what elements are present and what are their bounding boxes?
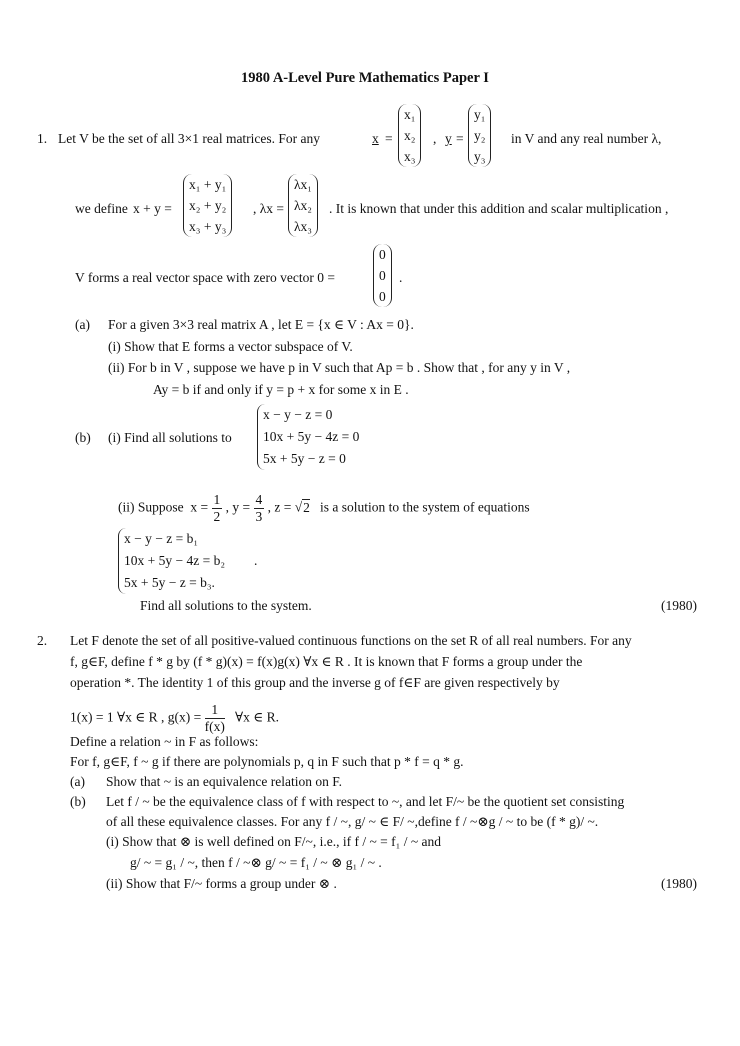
z-equals: , z = xyxy=(267,499,292,515)
equation: 5x + 5y − z = 0 xyxy=(263,451,346,466)
relation-definition: For f, g∈F, f ~ g if there are polynomials p, q in F such that p * f = q * g. xyxy=(70,754,464,769)
equation: 5x + 5y − z = b₃. xyxy=(124,575,215,590)
q2-part-b-text2: of all these equivalence classes. For any f / ~, g/ ~ ∈ F/ ~,define f / ~⊗g / ~ to be (f * g)/ ~. xyxy=(106,814,599,829)
vector-entry: x₁ xyxy=(404,107,416,122)
q2-year: (1980) xyxy=(661,876,697,891)
vector-entry: 0 xyxy=(379,247,386,262)
part-b-ii-suffix: is a solution to the system of equations xyxy=(320,499,530,515)
q2-number: 2. xyxy=(37,633,48,648)
part-b-ii-prefix: (ii) Suppose xyxy=(118,499,184,515)
relation-intro: Define a relation ~ in F as follows: xyxy=(70,734,259,749)
sqrt-radicand: 2 xyxy=(303,499,310,515)
q1-year: (1980) xyxy=(661,598,697,613)
q2-part-b-i: (i) Show that ⊗ is well defined on F/~, i.e., if f / ~ = f₁ / ~ and xyxy=(106,834,441,849)
vector-entry: x₃ xyxy=(404,149,416,164)
vector-entry: λx₁ xyxy=(294,177,313,192)
vector-entry: 0 xyxy=(379,289,386,304)
q1-intro-tail: in V and any real number λ, xyxy=(511,131,662,146)
equation: x − y − z = b₁ xyxy=(124,531,199,546)
equation-system-1 xyxy=(257,404,359,470)
vector-entry: y₁ xyxy=(474,107,486,122)
vector-entry: x₂ xyxy=(404,128,416,143)
comma: , xyxy=(433,131,437,146)
equals-sign: = xyxy=(456,131,464,146)
part-b-i: (i) Find all solutions to xyxy=(108,430,232,445)
fraction-one-half: $\frac{1}{2}$ xyxy=(213,492,221,524)
y-equals: , y = xyxy=(225,499,251,515)
y-column-vector xyxy=(468,104,491,167)
inverse-fraction: $\frac{1}{f(x)}$ xyxy=(204,702,225,734)
system-2-dot: . xyxy=(254,553,258,568)
vector-entry: λx₂ xyxy=(294,198,313,213)
part-b-label: (b) xyxy=(75,430,91,445)
vector-entry: y₃ xyxy=(474,149,486,164)
define-suffix: . It is known that under this addition and scalar multiplication , xyxy=(329,201,669,216)
equation-system-2 xyxy=(118,528,225,594)
vector-entry: x₁ + y₁ xyxy=(189,177,227,192)
equation: x − y − z = 0 xyxy=(263,407,333,422)
vector-entry: x₂ + y₂ xyxy=(189,198,227,213)
part-b-ii-line xyxy=(118,492,530,525)
q2-line2: f, g∈F, define f * g by (f * g)(x) = f(x)g(x) ∀x ∈ R . It is known that F forms a group under the xyxy=(70,654,583,669)
q2-line3: operation *. The identity 1 of this group and the inverse g of f∈F are given respectively by xyxy=(70,675,560,690)
x-vector-label: x xyxy=(372,131,379,146)
x-column-vector xyxy=(398,104,421,167)
vector-entry: y₂ xyxy=(474,128,486,143)
identity-inverse-definition xyxy=(70,702,279,735)
part-a-text: For a given 3×3 real matrix A , let E = {x ∈ V : Ax = 0}. xyxy=(108,317,414,332)
q1-number: 1. xyxy=(37,131,48,146)
sum-column-vector xyxy=(183,174,232,237)
page-title: 1980 A-Level Pure Mathematics Paper I xyxy=(241,70,489,86)
define-prefix: we define xyxy=(75,201,128,216)
equation: 10x + 5y − 4z = b₂ xyxy=(124,553,226,568)
sqrt-symbol: √ xyxy=(294,499,303,515)
vector-entry: x₃ + y₃ xyxy=(189,219,227,234)
x-equals: x = xyxy=(190,499,209,515)
fraction-four-thirds: $\frac{4}{3}$ xyxy=(255,492,263,524)
q2-part-b-ii: (ii) Show that F/~ forms a group under ⊗ . xyxy=(106,876,337,891)
q2-part-b-text1: Let f / ~ be the equivalence class of f with respect to ~, and let F/~ be the quotient set consisting xyxy=(106,794,625,809)
vector-entry: 0 xyxy=(379,268,386,283)
part-a-label: (a) xyxy=(75,317,90,332)
vector-entry: λx₃ xyxy=(294,219,313,234)
identity-definition: 1(x) = 1 ∀x ∈ R , g(x) = xyxy=(70,709,202,725)
q2-part-a-label: (a) xyxy=(70,774,85,789)
zero-vector-prefix: V forms a real vector space with zero vector 0 = xyxy=(75,270,336,285)
find-all-text: Find all solutions to the system. xyxy=(140,598,312,613)
part-a-ii: (ii) For b in V , suppose we have p in V such that Ap = b . Show that , for any y in V , xyxy=(108,360,571,375)
q2-part-b-i-cont: g/ ~ = g₁ / ~, then f / ~⊗ g/ ~ = f₁ / ~ ⊗ g₁ / ~ . xyxy=(130,855,382,870)
scalar-lhs: , λx = xyxy=(253,201,285,216)
equals-sign: = xyxy=(385,131,393,146)
scalar-column-vector xyxy=(288,174,318,237)
sum-lhs: x + y = xyxy=(133,201,172,216)
y-vector-label: y xyxy=(445,131,452,146)
q2-part-b-label: (b) xyxy=(70,794,86,809)
q2-part-a-text: Show that ~ is an equivalence relation on F. xyxy=(106,774,343,789)
identity-tail: ∀x ∈ R. xyxy=(234,709,280,725)
q1-intro: Let V be the set of all 3×1 real matrices. For any xyxy=(58,131,321,146)
equation: 10x + 5y − 4z = 0 xyxy=(263,429,360,444)
q2-line1: Let F denote the set of all positive-valued continuous functions on the set R of all real numbers. For any xyxy=(70,633,632,648)
part-a-i: (i) Show that E forms a vector subspace of V. xyxy=(108,339,353,354)
zero-column-vector xyxy=(373,244,392,307)
zero-vector-suffix: . xyxy=(399,270,403,285)
part-a-ii-cont: Ay = b if and only if y = p + x for some x in E . xyxy=(153,382,409,397)
